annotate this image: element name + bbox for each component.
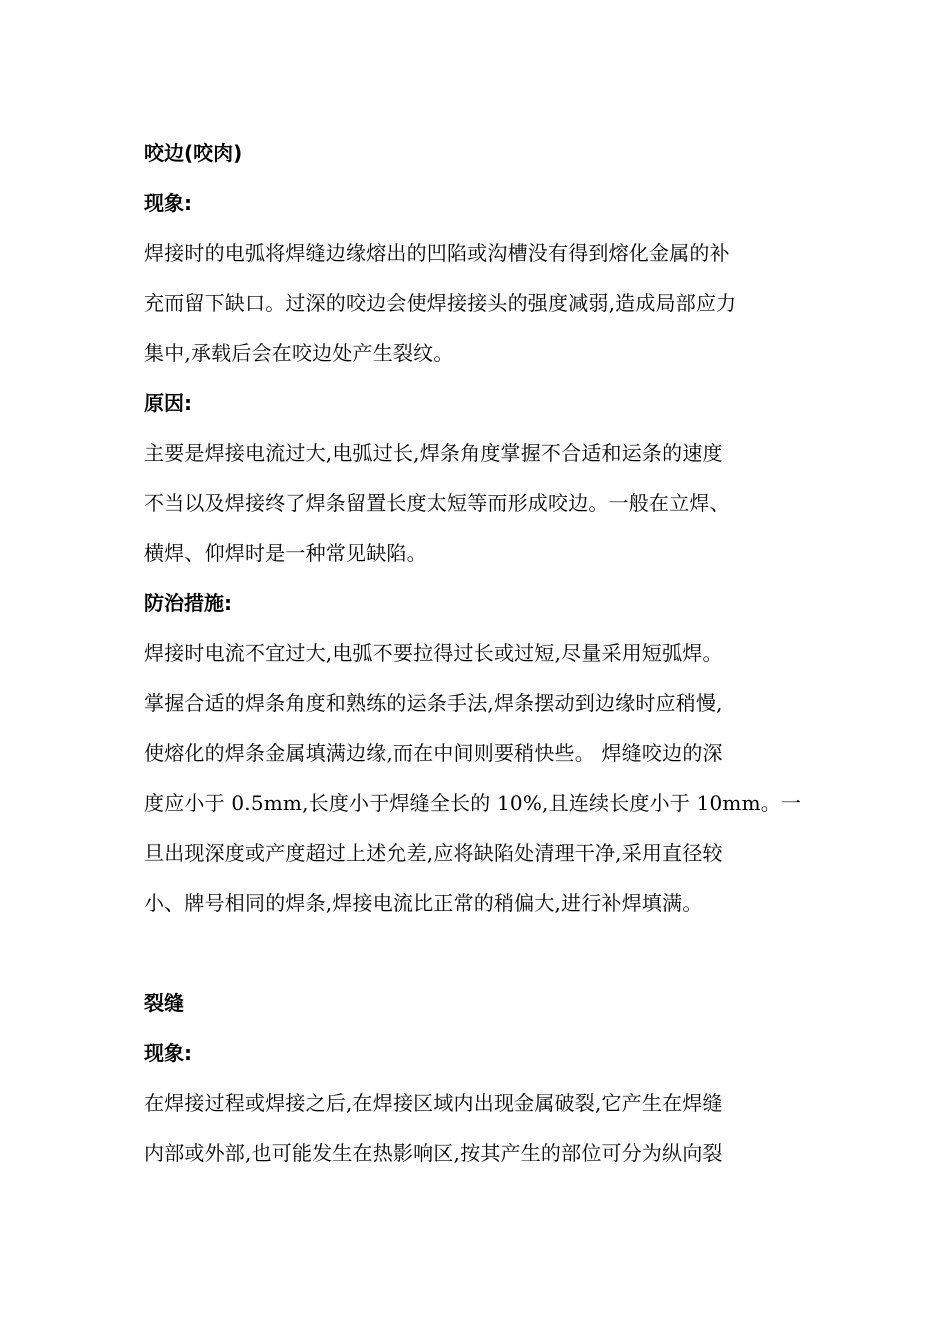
cause-paragraph: [144, 428, 810, 578]
phenomenon-label: 现象:: [144, 191, 192, 215]
document-page: [144, 128, 810, 1178]
text-line: 集中,承载后会在咬边处产生裂纹。: [144, 341, 454, 365]
text-line: 在焊接过程或焊接之后,在焊接区域内出现金属破裂,它产生在焊缝: [144, 1091, 723, 1115]
section-gap: [144, 928, 810, 978]
prevention-label: 防治措施:: [144, 591, 232, 615]
cause-label: 原因:: [144, 391, 192, 415]
phenomenon-paragraph: [144, 1078, 810, 1178]
text-line: 掌握合适的焊条角度和熟练的运条手法,焊条摆动到边缘时应稍慢,: [144, 691, 723, 715]
text-line: 焊接时电流不宜过大,电弧不要拉得过长或过短,尽量采用短弧焊。: [144, 641, 723, 665]
text-line: 度应小于 0.5mm,长度小于焊缝全长的 10%,且连续长度小于 10mm。一: [144, 791, 802, 815]
text-line: 小、牌号相同的焊条,焊接电流比正常的稍偏大,进行补焊填满。: [144, 891, 703, 915]
text-line: 充而留下缺口。过深的咬边会使焊接接头的强度减弱,造成局部应力: [144, 291, 737, 315]
text-line: 焊接时的电弧将焊缝边缘熔出的凹陷或沟槽没有得到熔化金属的补: [144, 241, 730, 265]
text-line: 横焊、仰焊时是一种常见缺陷。: [144, 541, 427, 565]
text-line: 旦出现深度或产度超过上述允差,应将缺陷处清理干净,采用直径较: [144, 841, 723, 865]
prevention-paragraph: [144, 628, 810, 928]
text-line: 不当以及焊接终了焊条留置长度太短等而形成咬边。一般在立焊、: [144, 491, 730, 515]
phenomenon-paragraph: [144, 228, 810, 378]
phenomenon-label: 现象:: [144, 1041, 192, 1065]
section-title-crack: 裂缝: [144, 991, 184, 1015]
text-line: 内部或外部,也可能发生在热影响区,按其产生的部位可分为纵向裂: [144, 1141, 723, 1165]
section-title-undercut: 咬边(咬肉): [144, 141, 243, 165]
text-line: 使熔化的焊条金属填满边缘,而在中间则要稍快些。 焊缝咬边的深: [144, 741, 723, 765]
text-line: 主要是焊接电流过大,电弧过长,焊条角度掌握不合适和运条的速度: [144, 441, 723, 465]
